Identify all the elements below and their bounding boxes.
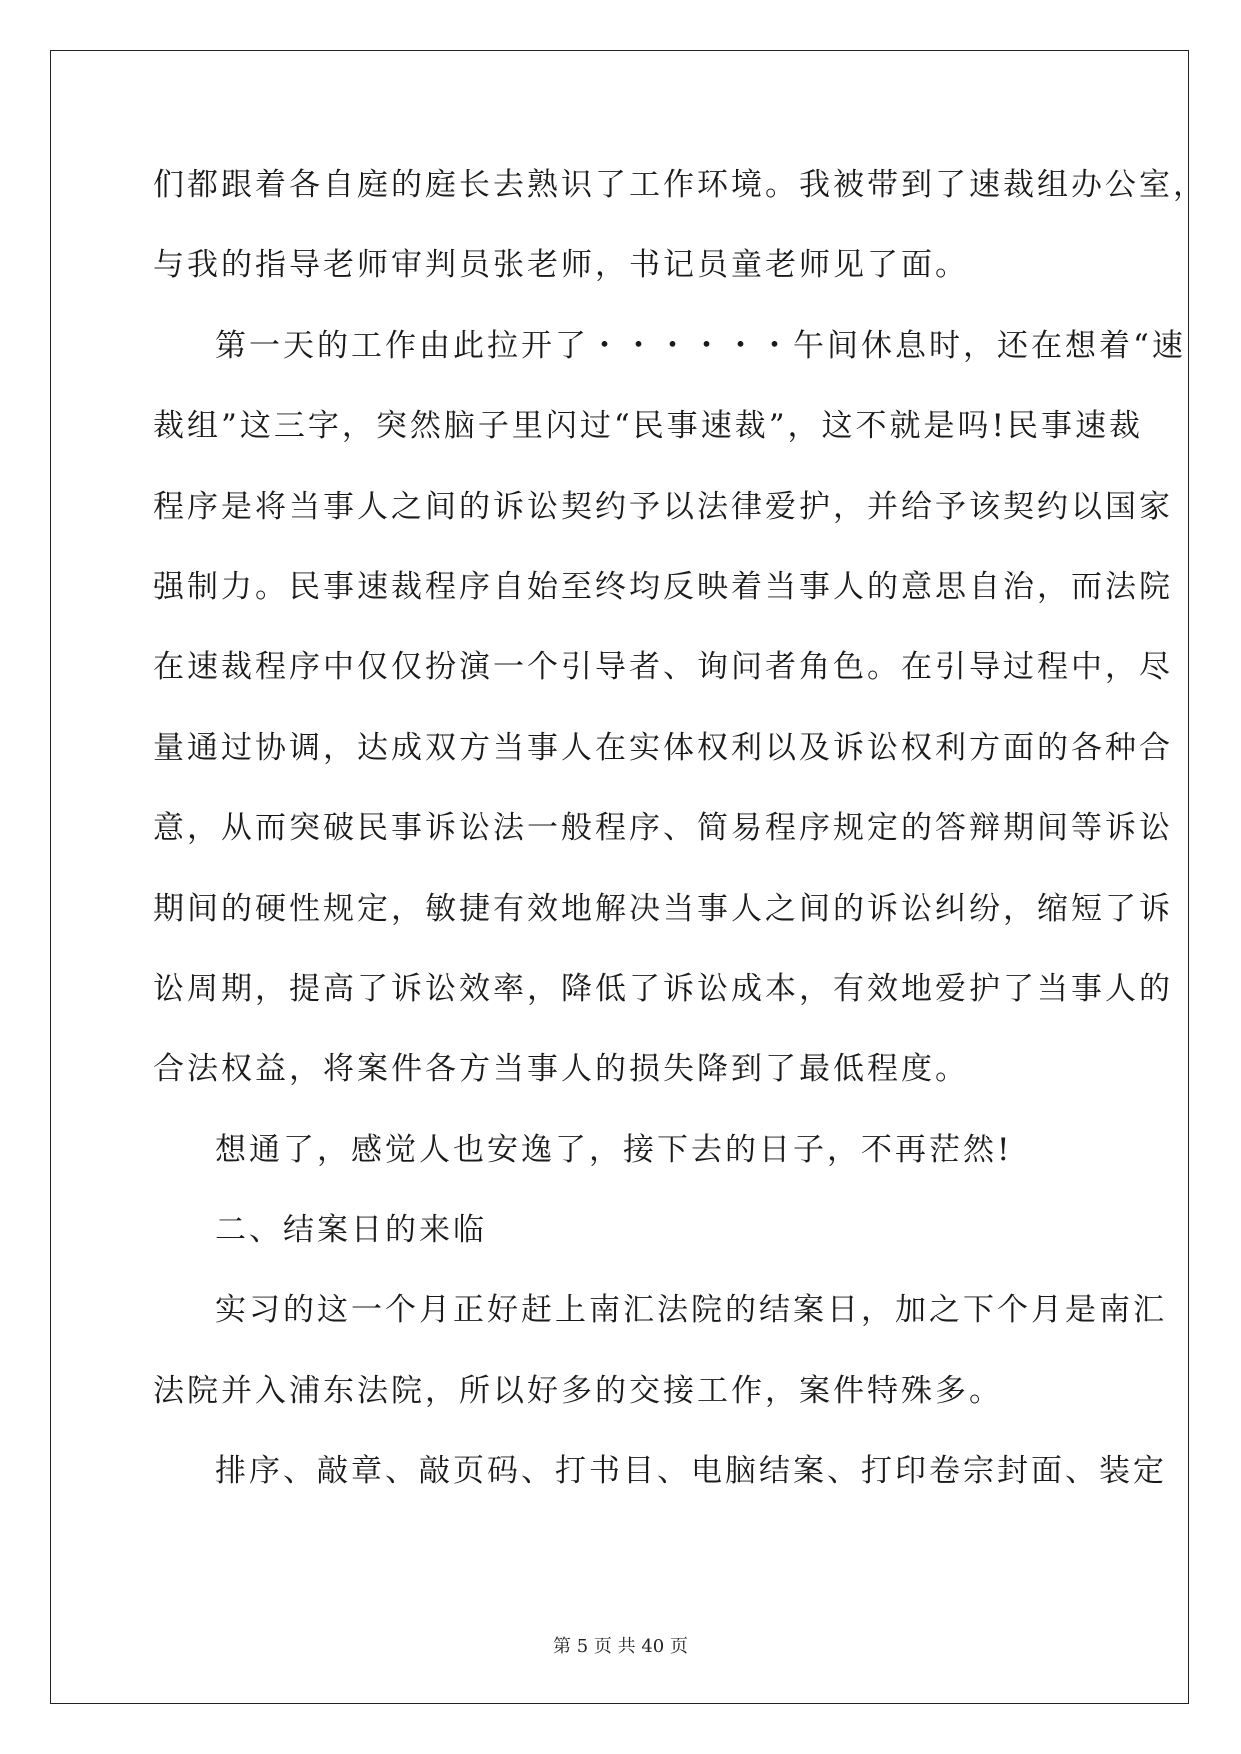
paragraph-line: 期间的硬性规定，敏捷有效地解决当事人之间的诉讼纠纷，缩短了诉 — [153, 890, 1173, 927]
paragraph-line: 讼周期，提高了诉讼效率，降低了诉讼成本，有效地爱护了当事人的 — [153, 970, 1173, 1007]
paragraph-line: 量通过协调，达成双方当事人在实体权利以及诉讼权利方面的各种合 — [153, 729, 1173, 766]
paragraph-line: 们都跟着各自庭的庭长去熟识了工作环境。我被带到了速裁组办公室， — [153, 167, 1207, 203]
paragraph-line: 法院并入浦东法院，所以好多的交接工作，案件特殊多。 — [153, 1372, 1003, 1409]
page-number-footer: 第 5 页 共 40 页 — [553, 1636, 688, 1657]
section-heading: 二、结案日的来临 — [215, 1212, 487, 1249]
paragraph-line: 裁组”这三字，突然脑子里闪过“民事速裁”，这不就是吗!民事速裁 — [153, 408, 1143, 445]
paragraph-line: 意，从而突破民事诉讼法一般程序、简易程序规定的答辩期间等诉讼 — [153, 810, 1173, 847]
paragraph-line: 强制力。民事速裁程序自始至终均反映着当事人的意思自治，而法院 — [153, 568, 1173, 605]
paragraph-line: 在速裁程序中仅仅扮演一个引导者、询问者角色。在引导过程中，尽 — [153, 649, 1173, 686]
paragraph-line: 排序、敲章、敲页码、打书目、电脑结案、打印卷宗封面、装定 — [215, 1453, 1167, 1490]
paragraph-line: 想通了，感觉人也安逸了，接下去的日子，不再茫然! — [215, 1131, 1013, 1168]
paragraph-line: 程序是将当事人之间的诉讼契约予以法律爱护，并给予该契约以国家 — [153, 488, 1173, 525]
document-body — [153, 145, 1207, 1512]
paragraph-line: 第一天的工作由此拉开了・・・・・・午间休息时，还在想着“速 — [215, 327, 1186, 364]
paragraph-line: 与我的指导老师审判员张老师，书记员童老师见了面。 — [153, 247, 969, 284]
paragraph-line: 合法权益，将案件各方当事人的损失降到了最低程度。 — [153, 1051, 969, 1088]
paragraph-line: 实习的这一个月正好赶上南汇法院的结案日，加之下个月是南汇 — [215, 1292, 1167, 1329]
